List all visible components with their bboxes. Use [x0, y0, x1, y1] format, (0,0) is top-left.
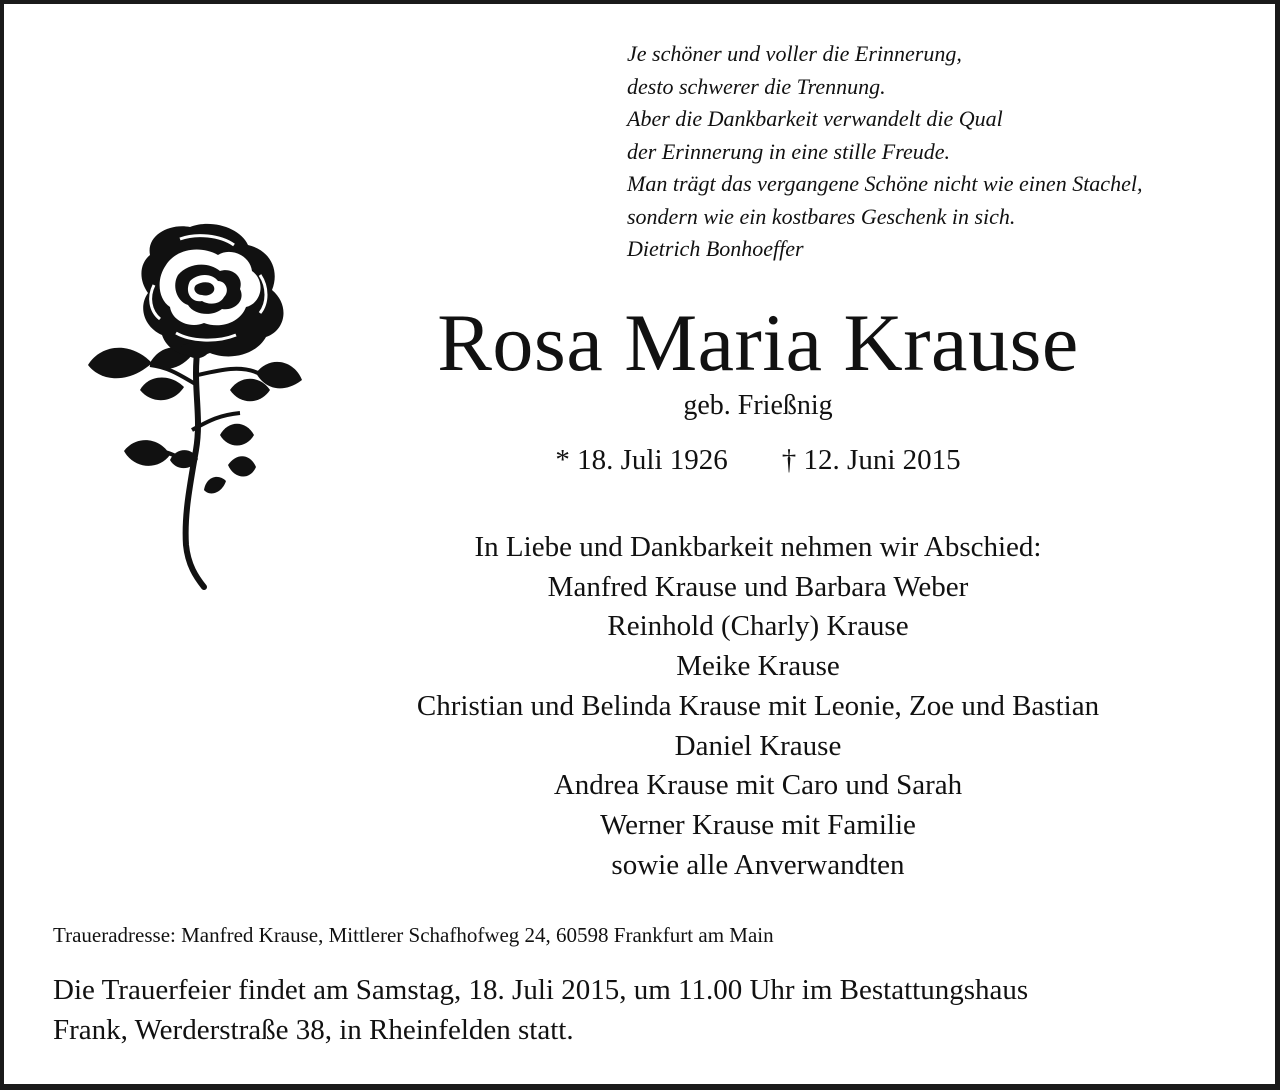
- mourner-entry: Reinhold (Charly) Krause: [607, 610, 909, 643]
- quote-line: Aber die Dankbarkeit verwandelt die Qual: [627, 106, 1003, 131]
- maiden-name: geb. Frießnig: [683, 390, 833, 421]
- mourner-entry: sowie alle Anverwandten: [611, 848, 905, 881]
- quote-line: desto schwerer die Trennung.: [627, 73, 886, 99]
- mourners-list: [0, 528, 1280, 885]
- ceremony-line: Die Trauerfeier findet am Samstag, 18. Juli 2015, um 11.00 Uhr im Bestattungshaus: [53, 974, 1029, 1006]
- mourner-entry: Werner Krause mit Familie: [600, 808, 916, 841]
- ceremony-info: [53, 970, 1253, 1050]
- quote-line: Man trägt das vergangene Schöne nicht wie einen Stachel,: [627, 171, 1143, 196]
- mourning-address: Traueradresse: Manfred Krause, Mittlerer Schafhofweg 24, 60598 Frankfurt am Main: [53, 923, 774, 947]
- birth-date: * 18. Juli 1926: [555, 444, 728, 476]
- mourner-entry: Andrea Krause mit Caro und Sarah: [553, 769, 963, 802]
- life-dates: [0, 440, 1280, 480]
- memorial-quote: [627, 38, 1267, 266]
- quote-line: der Erinnerung in eine stille Freude.: [627, 138, 951, 164]
- mourner-entry: Manfred Krause und Barbara Weber: [547, 570, 969, 603]
- death-date: † 12. Juni 2015: [781, 444, 961, 476]
- quote-line: Je schöner und voller die Erinnerung,: [627, 41, 962, 66]
- mourner-entry: Meike Krause: [676, 650, 840, 683]
- mourner-entry: Christian und Belinda Krause mit Leonie, Zoe und Bastian: [416, 689, 1100, 722]
- deceased-name: Rosa Maria Krause: [437, 297, 1079, 388]
- quote-author: Dietrich Bonhoeffer: [627, 236, 804, 261]
- mourners-intro: In Liebe und Dankbarkeit nehmen wir Abschied:: [474, 531, 1042, 563]
- ceremony-line: Frank, Werderstraße 38, in Rheinfelden statt.: [53, 1014, 574, 1046]
- mourner-entry: Daniel Krause: [674, 729, 842, 762]
- quote-line: sondern wie ein kostbares Geschenk in sich.: [627, 203, 1016, 229]
